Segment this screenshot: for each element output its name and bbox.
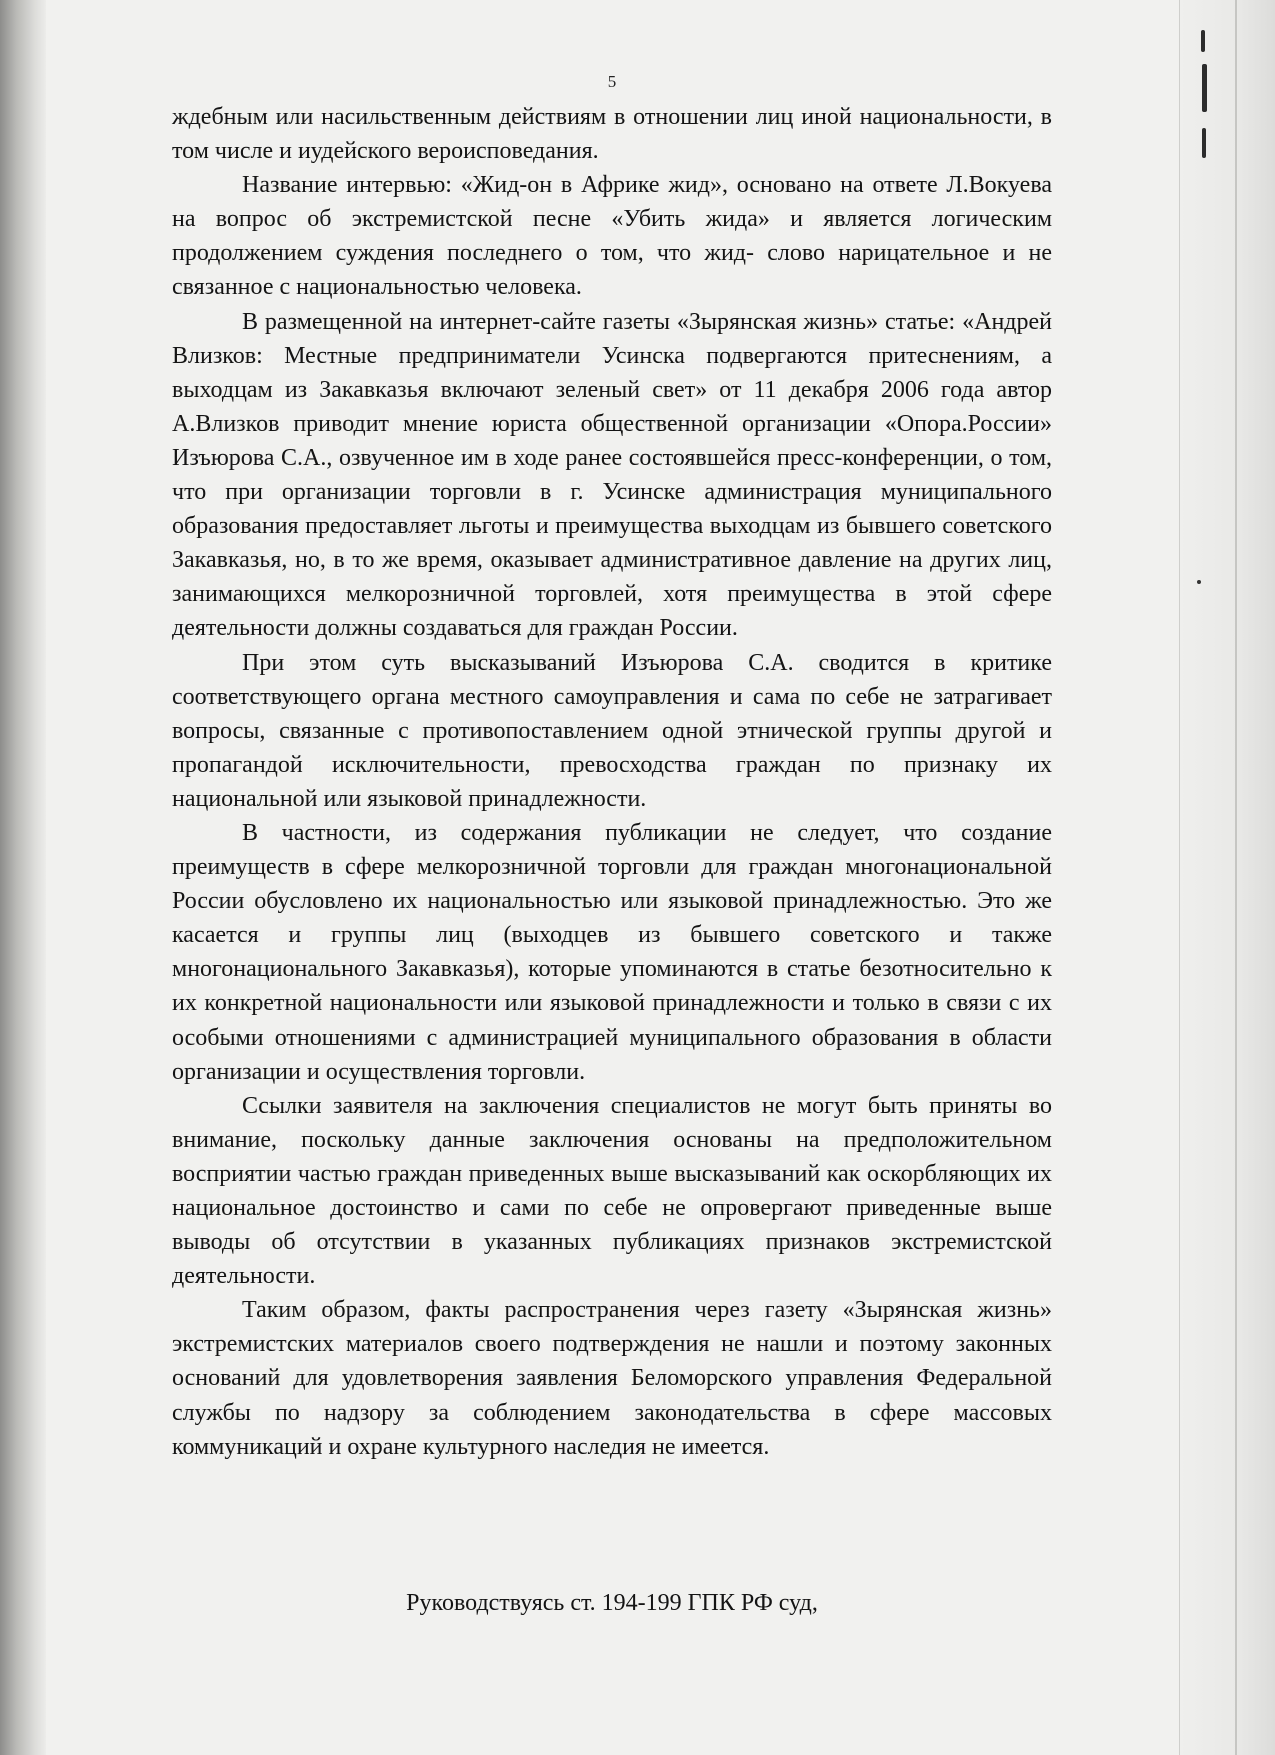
scan-speck — [1197, 580, 1201, 584]
paragraph: В частности, из содержания публикации не следует, что создание преимуществ в сфере мелкорозничной торговли для граждан многонациональной России обусловлено их национальностью или языковой принадлежностью. Это же касается и группы лиц (выходцев из бывшего советского и также многонационального Закавказья), которые упоминаются в статье безотносительно к их конкретной национальности или языковой принадлежности и только в связи с их особыми отношениями с администрацией муниципального образования в области организации и осуществления торговли. — [172, 819, 1052, 1085]
binder-mark — [1202, 64, 1207, 112]
scan-shadow-left — [0, 0, 46, 1755]
document-body — [172, 100, 1052, 1464]
paragraph: Название интервью: «Жид-он в Африке жид», основано на ответе Л.Вокуева на вопрос об экстремистской песне «Убить жида» и является логическим продолжением суждения последнего о том, что жид- слово нарицательное и не связанное с национальностью человека. — [172, 172, 1052, 301]
binder-mark — [1202, 128, 1206, 158]
paragraph: Ссылки заявителя на заключения специалистов не могут быть приняты во внимание, поскольку данные заключения основаны на предположительном восприятии частью граждан приведенных выше высказываний как оскорбляющих их национальное достоинство и сами по себе не опровергают приведенные выше выводы об отсутствии в указанных публикациях признаков экстремистской деятельности. — [172, 1092, 1052, 1290]
scan-margin-right — [1179, 0, 1275, 1755]
document-page — [172, 72, 1052, 1464]
paragraph: ждебным или насильственным действиям в отношении лиц иной национальности, в том числе и иудейского вероисповедания. — [172, 104, 1052, 165]
paragraph: Таким образом, факты распространения через газету «Зырянская жизнь» экстремистских материалов своего подтверждения не нашли и поэтому законных оснований для удовлетворения заявления Беломорского управления Федеральной службы по надзору за соблюдением законодательства в сфере массовых коммуникаций и охране культурного наследия не имеется. — [172, 1297, 1052, 1460]
page-number: 5 — [607, 72, 617, 91]
paragraph: При этом суть высказываний Изъюрова С.А. сводится в критике соответствующего органа местного самоуправления и сама по себе не затрагивает вопросы, связанные с противопоставлением одной этнической группы другой и пропагандой исключительности, превосходства граждан по признаку их национальной или языковой принадлежности. — [172, 649, 1052, 812]
paragraph: В размещенной на интернет-сайте газеты «Зырянская жизнь» статье: «Андрей Влизков: Местные предприниматели Усинска подвергаются притеснениям, а выходцам из Закавказья включают зеленый свет» от 11 декабря 2006 года автор А.Влизков приводит мнение юриста общественной организации «Опора.России» Изъюрова С.А., озвученное им в ходе ранее состоявшейся пресс-конференции, о том, что при организации торговли в г. Усинске администрация муниципального образования предоставляет льготы и преимущества выходцам из бывшего советского Закавказья, но, в то же время, оказывает административное давление на других лиц, занимающихся мелкорозничной торговлей, хотя преимущества в этой сфере деятельности должны создаваться для граждан России. — [172, 308, 1052, 642]
binder-mark — [1201, 30, 1205, 52]
closing-line: Руководствуясь ст. 194-199 ГПК РФ суд, — [406, 1590, 818, 1616]
scan-page-edge — [1235, 0, 1237, 1755]
